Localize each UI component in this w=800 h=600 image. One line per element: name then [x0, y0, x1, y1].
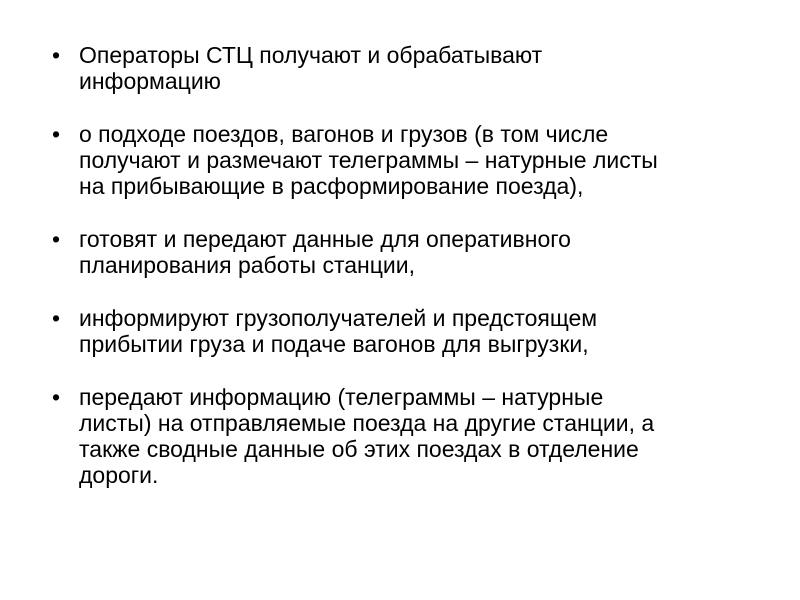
bullet-marker: •	[52, 42, 61, 68]
bullet-text: передают информацию (телеграммы – натурные листы) на отправляемые поезда на другие станции, а также сводные данные об этих поездах в отделение дороги.	[79, 384, 655, 488]
bullet-item-planning-data	[52, 226, 752, 278]
bullet-marker: •	[52, 121, 61, 147]
bullet-item-consignee-info	[52, 305, 752, 357]
bullet-text: готовят и передают данные для оперативного планирования работы станции,	[79, 226, 571, 278]
bullet-text: информируют грузополучателей и предстоящем прибытии груза и подаче вагонов для выгрузки,	[79, 305, 598, 357]
bullet-text: Операторы СТЦ получают и обрабатывают информацию	[79, 42, 543, 94]
bullet-list	[52, 42, 752, 515]
bullet-marker: •	[52, 384, 61, 410]
bullet-item-departure-info	[52, 384, 752, 488]
bullet-item-train-arrival	[52, 121, 752, 199]
bullet-text: о подходе поездов, вагонов и грузов (в том числе получают и размечают телеграммы – натурные листы на прибывающие в расформирование поезда),	[79, 121, 658, 199]
bullet-marker: •	[52, 226, 61, 252]
bullet-item-operators	[52, 42, 752, 94]
bullet-marker: •	[52, 305, 61, 331]
